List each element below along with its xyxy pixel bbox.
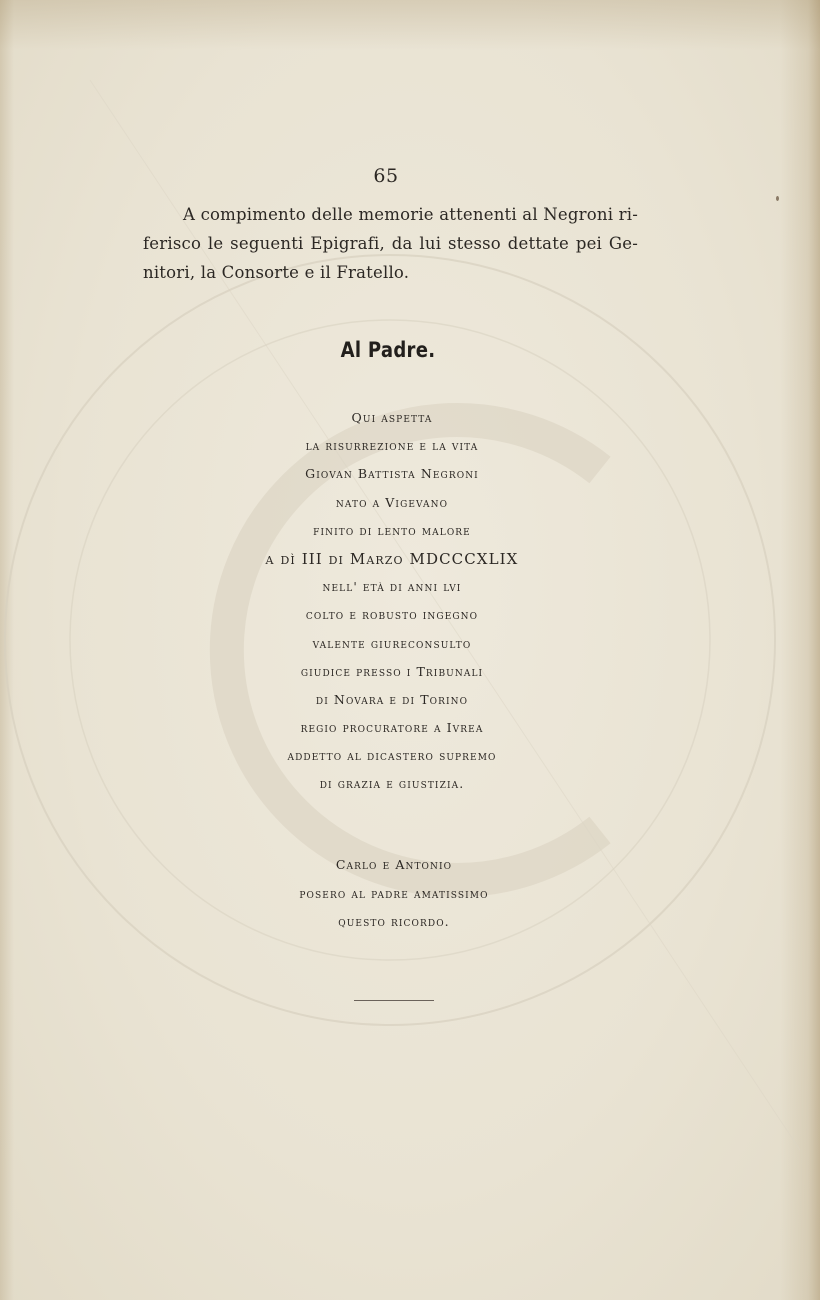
epitaph-line: nell' età di anni lvi — [322, 579, 462, 595]
epitaph-line: nato a Vigevano — [335, 494, 449, 510]
epitaph-line: di Novara e di Torino — [315, 691, 469, 707]
epitaph-line: giudice presso i Tribunali — [300, 663, 484, 679]
epitaph-line: colto e robusto ingegno — [305, 607, 479, 623]
epitaph-line: Giovan Battista Negroni — [305, 466, 479, 482]
epitaph-line: finito di lento malore — [313, 522, 471, 538]
epitaph-line: la risurrezione e la vita — [305, 438, 479, 454]
epitaph-line: Qui aspetta — [351, 410, 433, 425]
epitaph-line: a dì III di Marzo MDCCCXLIX — [265, 549, 519, 568]
epitaph-line: addetto al dicastero supremo — [287, 748, 497, 764]
epitaph — [0, 404, 784, 799]
dedication-line: Carlo e Antonio — [335, 857, 453, 872]
epitaph-line: valente giureconsulto — [312, 635, 472, 651]
ink-speck — [776, 196, 779, 201]
dedication-line: questo ricordo. — [338, 914, 450, 929]
epitaph-line: di grazia e giustizia. — [319, 776, 465, 792]
intro-paragraph — [143, 200, 638, 287]
section-heading: Al Padre. — [340, 338, 436, 362]
closing-rule — [354, 1000, 434, 1001]
epitaph-line: regio procuratore a Ivrea — [300, 720, 484, 736]
intro-line: nitori, la Consorte e il Fratello. — [143, 263, 410, 282]
intro-line: A compimento delle memorie attenenti al Negroni ri- — [183, 205, 638, 224]
intro-line: ferisco le seguenti Epigrafi, da lui stesso dettate pei Ge- — [143, 234, 638, 253]
page-number: 65 — [373, 165, 399, 187]
dedication — [0, 851, 788, 937]
dedication-line: posero al padre amatissimo — [299, 885, 489, 901]
